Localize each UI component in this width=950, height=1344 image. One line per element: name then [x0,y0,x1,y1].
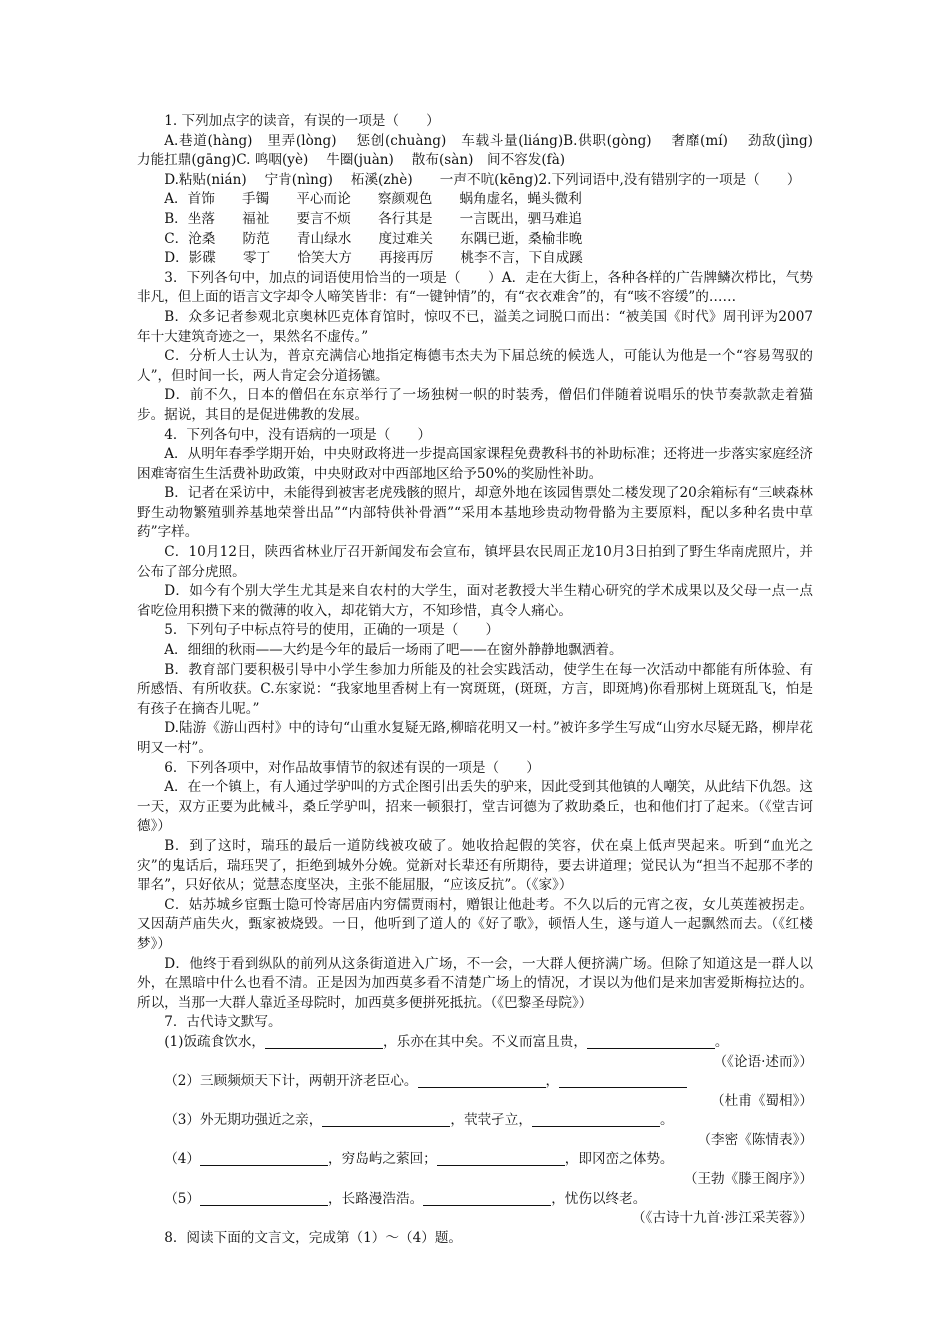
q6-stem: 6．下列各项中，对作品故事情节的叙述有误的一项是（ ） [164,759,540,776]
q7-line-1-text-a: (1)饭疏食饮水， [164,1033,266,1050]
q6-option-c: C．姑苏城乡宦甄士隐可怜寄居庙内穷儒贾雨村，赠银让他赴考。不久以后的元宵之夜，女儿英莲被拐走。又因葫芦庙失火，甄家被烧毁。一日，他听到了道人的《好了歌》，顿悟人生，遂与道人一起飘然而去。（《红楼梦》） [137,896,813,952]
q7-line-4-text-a: （4） [164,1151,201,1168]
q3-stem: 3．下列各句中，加点的词语使用恰当的一项是（ ）A．走在大街上，各种各样的广告牌鳞次栉比，气势非凡，但上面的语言文字却令人啼笑皆非：有“一键钟情”的，有“衣衣难舍”的，有“咳不容缓”的…… [137,269,813,306]
answer-blank[interactable] [418,1073,546,1088]
q4-option-b: B．记者在采访中，未能得到被害老虎残骸的照片，却意外地在该园售票处二楼发现了20余箱标有“三峡森林野生动物繁殖驯养基地荣誉出品”“内部特供补骨酒”“采用本基地珍贵动物骨骼为主要原料，配以多种名贵中草药”字样。 [137,485,813,541]
answer-blank[interactable] [587,1034,715,1049]
q7-line-5 [137,1190,813,1210]
answer-blank[interactable] [423,1191,551,1206]
q4-stem: 4．下列各句中，没有语病的一项是（ ） [164,426,432,443]
q8-stem: 8．阅读下面的文言文，完成第（1）～（4）题。 [164,1229,463,1246]
q6-option-d: D．他终于看到纵队的前列从这条街道进入广场，不一会，一大群人便挤满广场。但除了知道这是一群人以外，在黑暗中什么也看不清。正是因为加西莫多看不清楚广场上的情况，才误以为他们是来加害爱斯梅拉达的。所以，当那一大群人靠近圣母院时，加西莫多便拼死抵抗。（《巴黎圣母院》） [137,955,813,1011]
q7-line-5-text-b: ，长路漫浩浩。 [328,1190,424,1207]
q7-source-1: （《论语·述而》） [713,1053,813,1070]
q7-stem: 7．古代诗文默写。 [164,1014,282,1031]
q7-line-1-text-b: ，乐亦在其中矣。不义而富且贵， [383,1033,587,1050]
q7-line-3-end: 。 [659,1112,674,1129]
q7-line-1-end: 。 [714,1033,729,1050]
answer-blank[interactable] [200,1191,328,1206]
q1-stem: 1. 下列加点字的读音，有误的一项是（ ） [164,113,440,129]
q5-option-b: B．教育部门要积极引导中小学生参加力所能及的社会实践活动，使学生在每一次活动中都能有所体验、有所感悟、有所收获。C.东家说：“我家地里香树上有一窝斑斑，(斑斑，方言，即斑鸠)你看那树上斑斑乱飞，怕是有孩子在摘杏儿呢。” [137,661,813,717]
q2-option-b: B．坐落 福祉 要言不烦 各行其是 一言既出，驷马难追 [164,210,582,227]
q4-option-c: C．10月12日，陕西省林业厅召开新闻发布会宣布，镇坪县农民周正龙10月3日拍到了野生华南虎照片，并公布了部分虎照。 [137,544,813,580]
q7-source-5: （《古诗十九首·涉江采芙蓉》） [631,1210,813,1227]
q2-option-a: A．首饰 手镯 平心而论 察颜观色 蜗角虚名，蝇头微利 [164,191,582,208]
q2-option-c: C．沧桑 防范 青山绿水 度过难关 东隅已逝，桑榆非晚 [164,230,583,247]
q1-option-d: D.粘贴(nián) 宁肯(nìng) 柘溪(zhè) 一声不吭(kēng)2.下列词语中,没有错别字的一项是（ ） [164,171,801,188]
q4-option-d: D．如今有个别大学生尤其是来自农村的大学生，面对老教授大半生精心研究的学术成果以及父母一点一点省吃俭用积攒下来的微薄的收入，却花销大方，不知珍惜，真令人痛心。 [137,583,813,619]
q3-option-c: C．分析人士认为，普京充满信心地指定梅德韦杰夫为下届总统的候选人，可能认为他是一个“容易驾驭的人”，但时间一长，两人肯定会分道扬镳。 [137,348,813,384]
q7-line-1 [137,1033,813,1053]
q7-line-3 [137,1111,813,1131]
q7-line-4 [137,1150,813,1170]
answer-blank[interactable] [322,1112,450,1127]
q7-source-2: （杜甫《蜀相》） [711,1092,813,1109]
q7-line-5-text-c: ，忧伤以终老。 [551,1190,647,1207]
document-page [137,112,831,1248]
q7-source-3: （李密《陈情表》） [697,1131,813,1148]
q7-line-2 [137,1072,813,1092]
q7-line-3-text-b: ，茕茕孑立， [450,1112,532,1129]
q5-option-d: D.陆游《游山西村》中的诗句“山重水复疑无路,柳暗花明又一村。”被许多学生写成“山穷水尽疑无路，柳岸花明又一村”。 [137,720,813,756]
q7-line-4-text-c: ，即冈峦之体势。 [564,1151,674,1168]
q3-option-d: D．前不久，日本的僧侣在东京举行了一场独树一帜的时装秀，僧侣们伴随着说唱乐的快节奏款款走着猫步。据说，其目的是促进佛教的发展。 [137,387,813,423]
q6-option-b: B．到了这时，瑞珏的最后一道防线被攻破了。她收拾起假的笑容，伏在桌上低声哭起来。听到“血光之灾”的鬼话后，瑞珏哭了，拒绝到城外分娩。觉新对长辈还有所期待，要去讲道理；觉民认为“担当不起那不孝的罪名”，只好依从；觉慧态度坚决，主张不能屈服，“应该反抗”。（《家》） [137,837,813,894]
q7-source-4: （王勃《滕王阁序》） [683,1171,813,1188]
q3-option-b: B．众多记者参观北京奥林匹克体育馆时，惊叹不已，溢美之词脱口而出：“被美国《时代》周刊评为2007年十大建筑奇迹之一，果然名不虚传。” [137,308,813,345]
q4-option-a: A．从明年春季学期开始，中央财政将进一步提高国家课程免费教科书的补助标准；还将进一步落实家庭经济困难寄宿生生活费补助政策，中央财政对中西部地区给予50%的奖励性补助。 [137,446,813,482]
q6-option-a: A．在一个镇上，有人通过学驴叫的方式企图引出丢失的驴来，因此受到其他镇的人嘲笑，从此结下仇怨。这一天，双方正要为此械斗，桑丘学驴叫，招来一顿狠打，堂吉诃德为了救助桑丘，也和他们打了起来。（《堂吉诃德》） [137,779,813,835]
answer-blank[interactable] [265,1034,383,1049]
answer-blank[interactable] [559,1073,687,1088]
answer-blank[interactable] [532,1112,660,1127]
answer-blank[interactable] [200,1151,328,1166]
q1-options: A.巷道(hàng) 里弄(lòng) 惩创(chuàng) 车载斗量(liáng)B.供职(gòng) 奢靡(mí) 劲敌(jìng) 力能扛鼎(gāng)C. 鸣咽(yè) 牛圈(juàn) 散布(sàn) 间不容发(fà) [137,132,831,169]
q5-stem: 5．下列句子中标点符号的使用，正确的一项是（ ） [164,622,500,639]
q7-line-2-text: （2）三顾频烦天下计，两朝开济老臣心。 [164,1073,418,1090]
q7-line-4-text-b: ，穷岛屿之萦回； [328,1151,437,1168]
q2-option-d: D．影碟 零丁 恰笑大方 再接再厉 桃李不言，下自成蹊 [164,250,583,267]
answer-blank[interactable] [437,1151,565,1166]
q7-line-3-text-a: （3）外无期功强近之亲， [164,1112,323,1129]
q5-option-a: A．细细的秋雨——大约是今年的最后一场雨了吧——在窗外静静地飘洒着。 [164,642,623,659]
q7-line-5-text-a: （5） [164,1190,201,1207]
q7-line-2-sep: ， [545,1073,560,1090]
